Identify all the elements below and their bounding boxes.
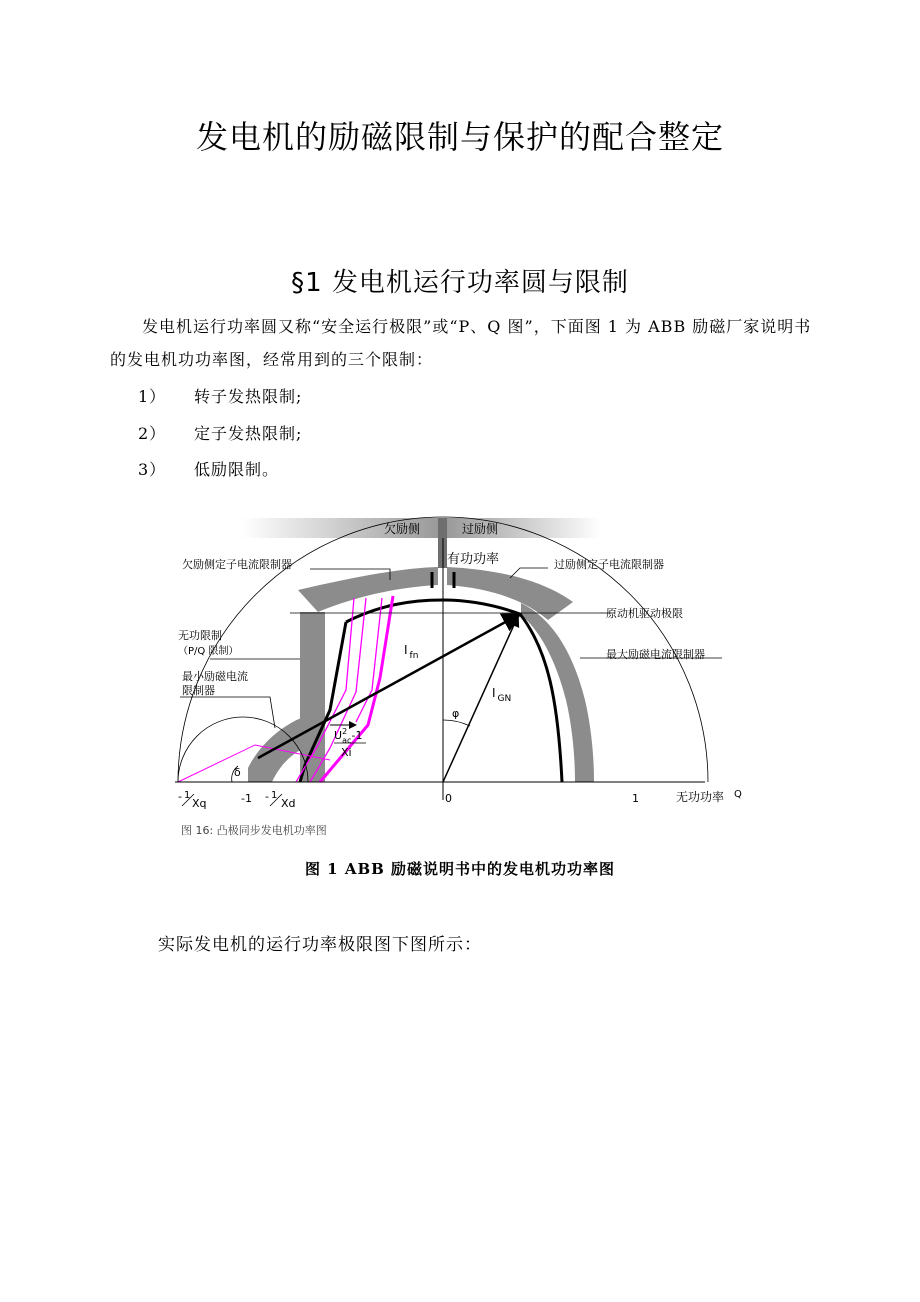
ifn-label: I $_{fn}$ [404,643,419,661]
ign-label: I $_{GN}$ [492,686,512,704]
active-power-label: 有功功率 [447,552,500,567]
min-field-label: 最小励磁电流 [182,670,248,683]
header-under-label: 欠励侧 [383,522,420,536]
tick-minus-xq-sign: - [178,790,182,803]
phi-arc [443,720,470,726]
max-field-label: 最大励磁电流限制器 [606,648,705,661]
tick-xq-denominator: Xq [192,797,207,810]
inner-figure-caption: 图 16: 凸极同步发电机功率图 [181,824,327,837]
pq-diagram-svg [170,513,770,843]
leader-min-field [180,697,275,728]
header-over-label: 过励侧 [462,522,499,536]
tick-xd-numerator: 1 [271,790,278,801]
tick-zero: 0 [445,792,452,805]
q-axis-label: Q [734,789,742,800]
document-title: 发电机的励磁限制与保护的配合整定 [195,118,724,156]
stator-limit-curve [346,600,520,622]
reactive-power-label: 无功功率 [676,790,725,804]
over-stator-label: 过励侧定子电流限制器 [554,558,664,571]
list-item-text: 定子发热限制; [194,424,303,443]
figure-caption: 图 1 ABB 励磁说明书中的发电机功功率图 [304,860,616,878]
delta-label: δ [234,766,241,779]
under-stator-limit-band [298,567,438,612]
pq-limit-sublabel: （P/Q 限制） [178,646,239,657]
pq-capability-figure [170,513,770,843]
list-item-text: 转子发热限制; [194,387,303,406]
tick-xq-numerator: 1 [184,790,191,801]
tick-xd-denominator: Xd [281,797,296,810]
leader-over-stator [510,568,548,578]
formula-numerator: $U^2$ ac-1 [334,727,363,745]
field-current-vector [258,614,520,758]
pq-limit-label: 无功限制 [178,629,222,642]
formula-denominator: Xi [341,746,352,759]
tick-minus-xd-sign: - [265,790,269,803]
min-field-label-2: 限制器 [182,684,215,697]
list-item-number: 2） [138,424,167,443]
phi-label: φ [452,707,460,720]
prime-mover-label: 原动机驱动极限 [606,607,683,620]
tick-one: 1 [632,792,639,805]
list-item-number: 3） [138,460,167,479]
list-item-text: 低励限制。 [194,460,280,479]
section-heading: §1 发电机运行功率圆与限制 [291,268,629,298]
list-item-number: 1） [138,387,167,406]
intro-paragraph: 发电机运行功率圆又称“安全运行极限”或“P、Q 图”，下面图 1 为 ABB 励磁厂家说明书的发电机功功率图，经常用到的三个限制： [110,317,812,369]
tick-minus-one: -1 [241,792,252,805]
under-stator-label: 欠励侧定子电流限制器 [182,558,292,571]
after-figure-paragraph: 实际发电机的运行功率极限图下图所示： [158,935,482,955]
